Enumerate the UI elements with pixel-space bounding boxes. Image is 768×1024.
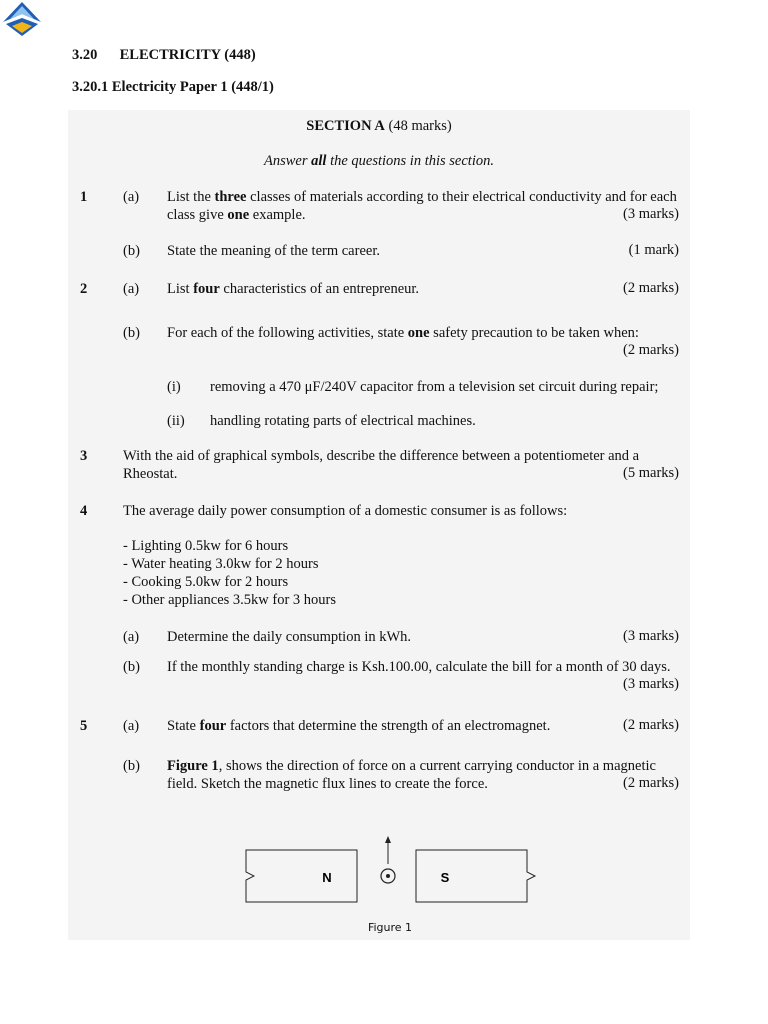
question-4a-text: Determine the daily consumption in kWh. [167,629,412,645]
q1a-text-end: classes of materials according to their electrical conductivity and for each [246,189,677,205]
instruction-emphasis: all [311,153,327,169]
consumption-list-item: - Other appliances 3.5kw for 3 hours [123,592,337,608]
question-2b-ii-text: handling rotating parts of electrical machines. [210,413,476,429]
section-a-title [68,118,690,135]
question-4b-label: (b) [123,659,140,675]
question-5b-label: (b) [123,758,140,774]
question-3-line2: Rheostat. [123,466,178,482]
question-2-number: 2 [80,281,88,297]
q1a-line2-text: class give [167,207,228,223]
consumption-list-item: - Water heating 3.0kw for 2 hours [123,556,319,572]
q1a-emphasis: three [214,189,247,205]
q5a-text-end: factors that determine the strength of an electromagnet. [226,718,551,734]
question-1b-label: (b) [123,243,140,259]
question-4-number: 4 [80,503,88,519]
question-5a-text [167,717,550,735]
north-pole-magnet [246,850,357,902]
question-1a-label: (a) [123,189,140,205]
question-5b-line2: field. Sketch the magnetic flux lines to create the force. [167,776,488,792]
question-2b-ii-label: (ii) [167,413,185,429]
question-2b-i-label: (i) [167,379,181,395]
figure-reference: Figure 1 [167,758,219,774]
q1a-line2-emphasis: one [227,207,250,223]
question-2b-text [167,324,639,342]
question-1a-marks: (3 marks) [623,206,679,222]
q5a-text: State [167,718,200,734]
south-pole-magnet [416,850,535,902]
q2a-text-end: characteristics of an entrepreneur. [219,281,420,297]
section-number: 3.20 [72,47,98,63]
question-2b-label: (b) [123,325,140,341]
question-1a-line1 [167,188,677,206]
section-heading [72,47,256,64]
instruction-text-end: the questions in this section. [326,153,494,169]
question-3-number: 3 [80,448,88,464]
q1a-text: List the [167,189,215,205]
q5b-text: , shows the direction of force on a current carrying conductor in a magnetic [218,758,656,774]
figure-1-caption: Figure 1 [367,921,413,934]
section-a-label: SECTION A [306,118,385,134]
section-a-marks: (48 marks) [384,118,452,134]
q2b-emphasis: one [407,325,430,341]
question-5-number: 5 [80,718,88,734]
question-4b-text: If the monthly standing charge is Ksh.100.00, calculate the bill for a month of 30 days. [167,659,671,675]
q2a-emphasis: four [193,281,220,297]
consumption-list-item: - Lighting 0.5kw for 6 hours [123,538,289,554]
question-1a-line2 [167,206,306,224]
north-pole-label: N [322,870,332,885]
question-4b-marks: (3 marks) [623,676,679,692]
question-5a-marks: (2 marks) [623,717,679,733]
question-1b-text: State the meaning of the term career. [167,243,380,259]
q2a-text: List [167,281,194,297]
instruction-text: Answer [264,153,312,169]
question-1-number: 1 [80,189,88,205]
question-4-intro: The average daily power consumption of a domestic consumer is as follows: [123,503,568,519]
question-5b-line1 [167,757,656,775]
question-2a-label: (a) [123,281,140,297]
south-pole-label: S [440,870,450,885]
question-2a-marks: (2 marks) [623,280,679,296]
question-2a-text [167,280,419,298]
question-1b-marks: (1 mark) [628,242,679,258]
scanned-question-area [68,110,690,940]
q2b-text: For each of the following activities, state [167,325,408,341]
consumption-list-item: - Cooking 5.0kw for 2 hours [123,574,289,590]
current-dot-icon [386,874,390,878]
question-5b-marks: (2 marks) [623,775,679,791]
section-instruction [68,153,690,170]
question-4a-label: (a) [123,629,140,645]
question-5a-label: (a) [123,718,140,734]
paper-title: 3.20.1 Electricity Paper 1 (448/1) [72,79,274,95]
q5a-emphasis: four [199,718,227,734]
section-title: ELECTRICITY (448) [119,47,256,63]
question-2b-i-text: removing a 470 μF/240V capacitor from a television set circuit during repair; [210,379,659,395]
force-arrowhead-icon [385,836,391,843]
institution-logo-icon [0,0,44,40]
question-3-line1: With the aid of graphical symbols, describe the difference between a potentiometer and a [123,448,640,464]
q1a-line2-text-end: example. [249,207,306,223]
question-2b-marks: (2 marks) [623,342,679,358]
q2b-text-end: safety precaution to be taken when: [429,325,639,341]
question-3-marks: (5 marks) [623,465,679,481]
question-4a-marks: (3 marks) [623,628,679,644]
